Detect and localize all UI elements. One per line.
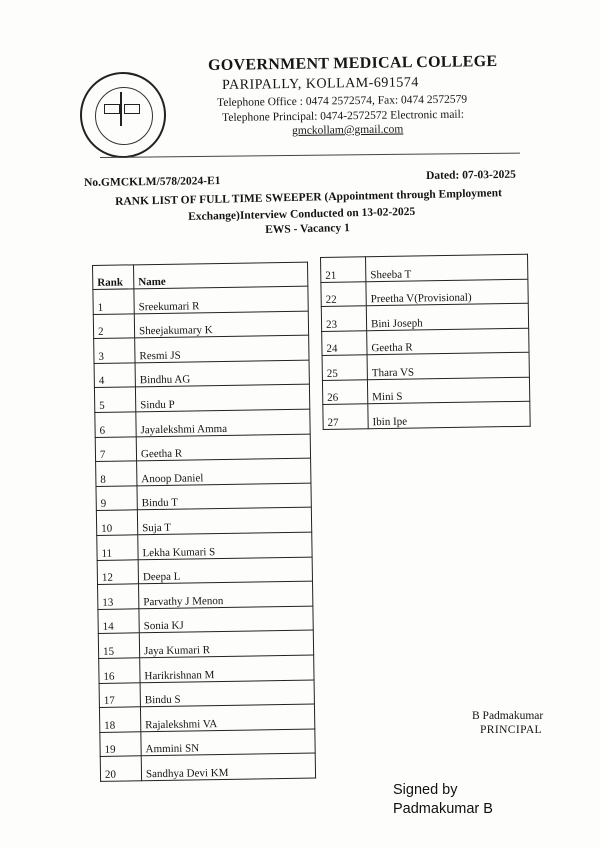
name-cell: Bini Joseph	[366, 303, 528, 330]
name-cell: Sindu P	[135, 384, 309, 411]
notice-title-line3: EWS - Vacancy 1	[265, 222, 350, 236]
table-row	[98, 606, 313, 634]
table-row	[321, 254, 528, 282]
rank-cell: 6	[95, 412, 136, 437]
rank-cell: 11	[97, 535, 138, 560]
table-row	[95, 409, 310, 437]
rank-cell: 20	[100, 756, 141, 781]
header-name: Name	[134, 262, 308, 289]
rank-cell: 19	[100, 731, 141, 756]
table-row	[321, 279, 528, 307]
rank-table-right	[320, 254, 531, 430]
table-row	[323, 401, 530, 429]
rank-cell: 5	[94, 387, 135, 412]
rank-table-left-body	[93, 286, 316, 781]
signatory-role: PRINCIPAL	[480, 724, 542, 736]
name-cell: Geetha R	[136, 434, 310, 461]
name-cell: Thara VS	[367, 352, 529, 379]
name-cell: Jaya Kumari R	[139, 630, 313, 657]
name-cell: Lekha Kumari S	[138, 532, 312, 559]
rank-cell: 12	[97, 559, 138, 584]
rank-cell: 25	[322, 355, 367, 380]
digital-signature-line1: Signed by	[393, 782, 458, 798]
table-row	[94, 384, 309, 412]
table-row	[99, 655, 314, 683]
rank-cell: 7	[95, 436, 136, 461]
table-row	[95, 434, 310, 462]
rank-cell: 9	[96, 486, 137, 511]
name-cell: Ammini SN	[141, 729, 315, 756]
telephone-principal: Telephone Principal: 0474-2572572 Electronic mail:	[222, 108, 465, 124]
college-name: GOVERNMENT MEDICAL COLLEGE	[208, 52, 498, 74]
table-row	[97, 532, 312, 560]
table-row	[322, 328, 529, 356]
rank-cell: 13	[98, 584, 139, 609]
notice-title-line1: RANK LIST OF FULL TIME SWEEPER (Appointment through Employment	[115, 187, 502, 208]
name-cell: Sonia KJ	[139, 606, 313, 633]
rank-cell: 24	[322, 330, 367, 355]
table-row	[98, 630, 313, 658]
rank-cell: 27	[323, 404, 368, 429]
rank-cell: 21	[321, 257, 366, 282]
header-rank: Rank	[93, 265, 134, 290]
rank-table-left	[92, 262, 316, 782]
table-row	[93, 311, 308, 339]
name-cell: Parvathy J Menon	[139, 581, 313, 608]
table-row	[321, 303, 528, 331]
rank-table-right-body	[321, 254, 531, 429]
name-cell: Sandhya Devi KM	[141, 753, 315, 780]
dated: Dated: 07-03-2025	[426, 168, 516, 182]
table-row	[94, 360, 309, 388]
rank-cell: 15	[98, 633, 139, 658]
rank-cell: 2	[93, 313, 134, 338]
digital-signature-line2: Padmakumar B	[393, 801, 493, 817]
rank-cell: 16	[99, 658, 140, 683]
reference-number: No.GMCKLM/578/2024-E1	[84, 175, 221, 189]
table-row	[322, 377, 529, 405]
name-cell: Sreekumari R	[134, 286, 308, 313]
rank-cell: 26	[322, 379, 367, 404]
rank-cell: 18	[99, 707, 140, 732]
table-row	[100, 753, 315, 781]
table-row	[100, 729, 315, 757]
table-row	[96, 507, 311, 535]
name-cell: Mini S	[367, 377, 529, 404]
table-header-row	[93, 262, 308, 289]
name-cell: Harikrishnan M	[140, 655, 314, 682]
rank-cell: 23	[321, 306, 366, 331]
name-cell: Bindu T	[137, 483, 311, 510]
table-row	[99, 680, 314, 708]
name-cell: Sheeba T	[366, 254, 528, 281]
college-seal-logo	[80, 72, 166, 158]
table-row	[96, 483, 311, 511]
table-row	[93, 286, 308, 314]
table-row	[98, 581, 313, 609]
name-cell: Resmi JS	[135, 335, 309, 362]
rank-cell: 17	[99, 682, 140, 707]
name-cell: Geetha R	[367, 328, 529, 355]
signatory-name: B Padmakumar	[472, 710, 544, 722]
name-cell: Bindhu AG	[135, 360, 309, 387]
name-cell: Rajalekshmi VA	[140, 704, 314, 731]
table-row	[94, 335, 309, 363]
rank-cell: 4	[94, 363, 135, 388]
table-row	[322, 352, 529, 380]
notice-title-line2: Exchange)Interview Conducted on 13-02-2025	[188, 205, 416, 223]
rank-cell: 14	[98, 609, 139, 634]
name-cell: Preetha V(Provisional)	[366, 279, 528, 306]
name-cell: Sheejakumary K	[134, 311, 308, 338]
email-link[interactable]: gmckollam@gmail.com	[292, 123, 404, 137]
rank-cell: 10	[96, 510, 137, 535]
rank-cell: 8	[96, 461, 137, 486]
name-cell: Ibin Ipe	[368, 401, 530, 428]
name-cell: Deepa L	[138, 557, 312, 584]
telephone-office: Telephone Office : 0474 2572574, Fax: 0474 2572579	[217, 93, 468, 109]
table-row	[97, 557, 312, 585]
name-cell: Suja T	[137, 507, 311, 534]
rank-cell: 22	[321, 281, 366, 306]
rank-cell: 1	[93, 289, 134, 314]
name-cell: Anoop Daniel	[137, 458, 311, 485]
table-row	[99, 704, 314, 732]
name-cell: Jayalekshmi Amma	[136, 409, 310, 436]
name-cell: Bindu S	[140, 680, 314, 707]
rank-cell: 3	[94, 338, 135, 363]
header-divider	[100, 153, 520, 158]
college-address: PARIPALLY, KOLLAM-691574	[222, 75, 419, 93]
table-row	[96, 458, 311, 486]
